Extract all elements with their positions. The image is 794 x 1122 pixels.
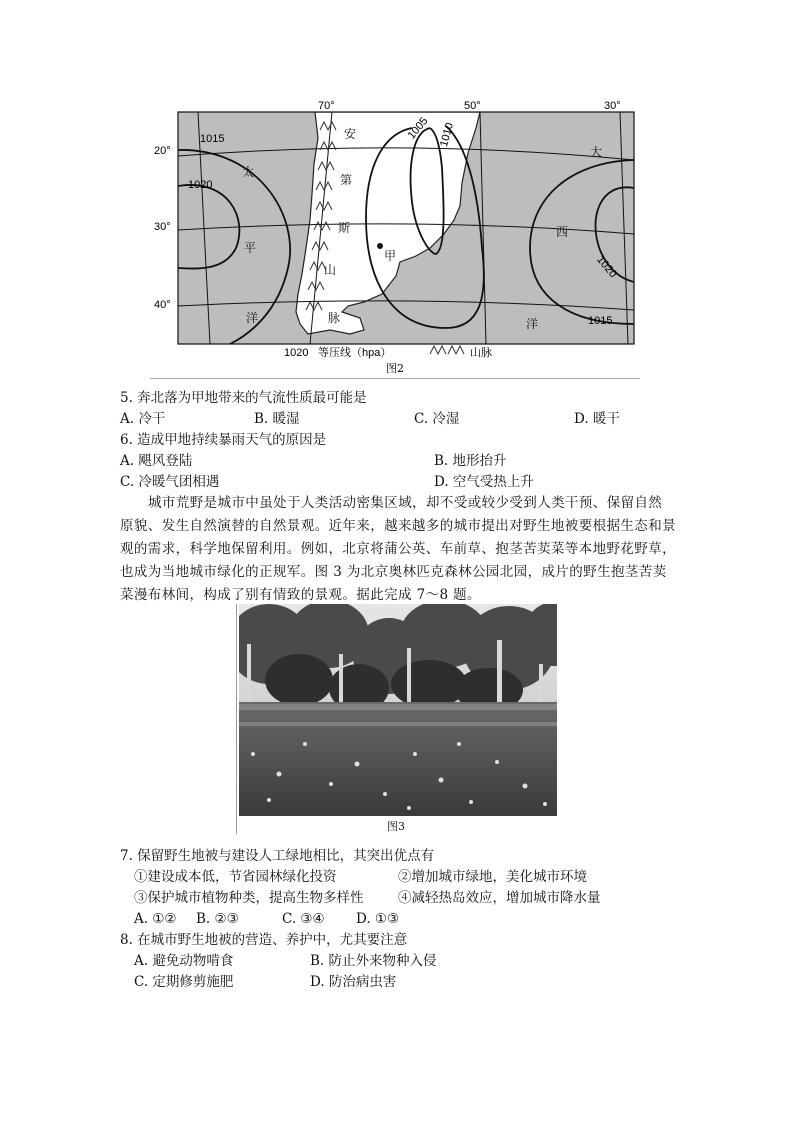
q5-option: B. 暖湿 — [254, 411, 300, 427]
point-jia-label: 甲 — [384, 249, 397, 263]
q5-option: A. 冷干 — [120, 411, 166, 427]
q6-option: B. 地形抬升 — [434, 453, 507, 469]
q7-item: ③保护城市植物种类，提高生物多样性 — [134, 890, 364, 906]
legend-value: 1020 — [284, 347, 309, 359]
figure-2-caption: 图2 — [386, 362, 404, 375]
q7-option: D. ①③ — [356, 911, 400, 927]
isobar-label: 1020 — [188, 179, 213, 191]
q5-option: D. 暖干 — [574, 411, 620, 427]
figure-3 — [236, 604, 557, 834]
ocean-char: 洋 — [526, 317, 539, 331]
figure-3-caption: 图3 — [387, 820, 405, 833]
ocean-char: 洋 — [246, 311, 259, 325]
mountain-char: 第 — [340, 173, 353, 187]
q8-option: A. 避免动物啃食 — [134, 953, 234, 969]
isobar-label: 1020 — [594, 253, 619, 281]
ocean-char: 大 — [590, 145, 603, 159]
isobar-label: 1005 — [405, 115, 431, 142]
lat-label: 40° — [154, 299, 171, 311]
mountain-char: 斯 — [338, 221, 351, 235]
weather-map — [150, 98, 640, 380]
q6-option: A. 飓风登陆 — [120, 453, 193, 469]
q8-option: D. 防治病虫害 — [310, 974, 397, 990]
lat-label: 20° — [154, 145, 171, 157]
point-jia-marker — [377, 243, 383, 249]
legend-mountain-icon — [430, 346, 464, 354]
q6-option: D. 空气受热上升 — [434, 474, 534, 490]
lon-label: 30° — [604, 100, 621, 112]
isobar-label: 1015 — [588, 315, 613, 327]
mountain-char: 安 — [344, 127, 357, 141]
lon-label: 70° — [318, 100, 335, 112]
lon-label: 50° — [464, 100, 481, 112]
isobar-label: 1015 — [200, 133, 225, 145]
q7-stem: 7. 保留野生地被与建设人工绿地相比，其突出优点有 — [120, 848, 435, 864]
q8-option: B. 防止外来物种入侵 — [310, 953, 437, 969]
figure-divider — [150, 378, 640, 379]
mountain-char: 脉 — [328, 311, 341, 325]
ocean-char: 平 — [244, 241, 257, 255]
isobar-label: 1010 — [438, 121, 456, 149]
reading-passage: 城市荒野是城市中虽处于人类活动密集区域，却不受或较少受到人类干预、保留自然原貌、发生自然演替的自然景观。近年来，越来越多的城市提出对野生地被要根据生态和景观的需求，科学地保留利用。例如，北京将蒲公英、车前草、抱茎苦荬菜等本地野花野草，也成为当地城市绿化的正规军。图 3 为北京奥林匹克森林公园北园，成片的野生抱茎苦荬菜漫布林间，构成了别有情致的景观。据此完成 7～8 题。 — [120, 495, 676, 603]
q6-stem: 6. 造成甲地持续暴雨天气的原因是 — [120, 432, 327, 448]
figure-2 — [150, 98, 640, 380]
q7-item: ①建设成本低，节省园林绿化投资 — [134, 869, 337, 885]
legend-mountain-label: 山脉 — [470, 346, 492, 359]
legend-isobar-label: 等压线（hpa） — [318, 347, 392, 359]
q7-option: B. ②③ — [196, 911, 239, 927]
q7-option: C. ③④ — [282, 911, 325, 927]
q5-option: C. 冷湿 — [414, 411, 460, 427]
q7-item: ④减轻热岛效应，增加城市降水量 — [398, 890, 601, 906]
q8-option: C. 定期修剪施肥 — [134, 974, 234, 990]
mountain-char: 山 — [324, 263, 337, 277]
q7-option: A. ①② — [134, 911, 177, 927]
ocean-char: 太 — [242, 165, 255, 179]
q5-stem: 5. 奔北落为甲地带来的气流性质最可能是 — [120, 390, 367, 406]
q6-option: C. 冷暖气团相遇 — [120, 474, 220, 490]
q8-stem: 8. 在城市野生地被的营造、养护中，尤其要注意 — [120, 932, 408, 948]
map-legend — [284, 345, 492, 375]
q7-item: ②增加城市绿地，美化城市环境 — [398, 869, 587, 885]
lat-label: 30° — [154, 221, 171, 233]
park-photo — [239, 604, 557, 816]
ocean-char: 西 — [556, 225, 569, 239]
